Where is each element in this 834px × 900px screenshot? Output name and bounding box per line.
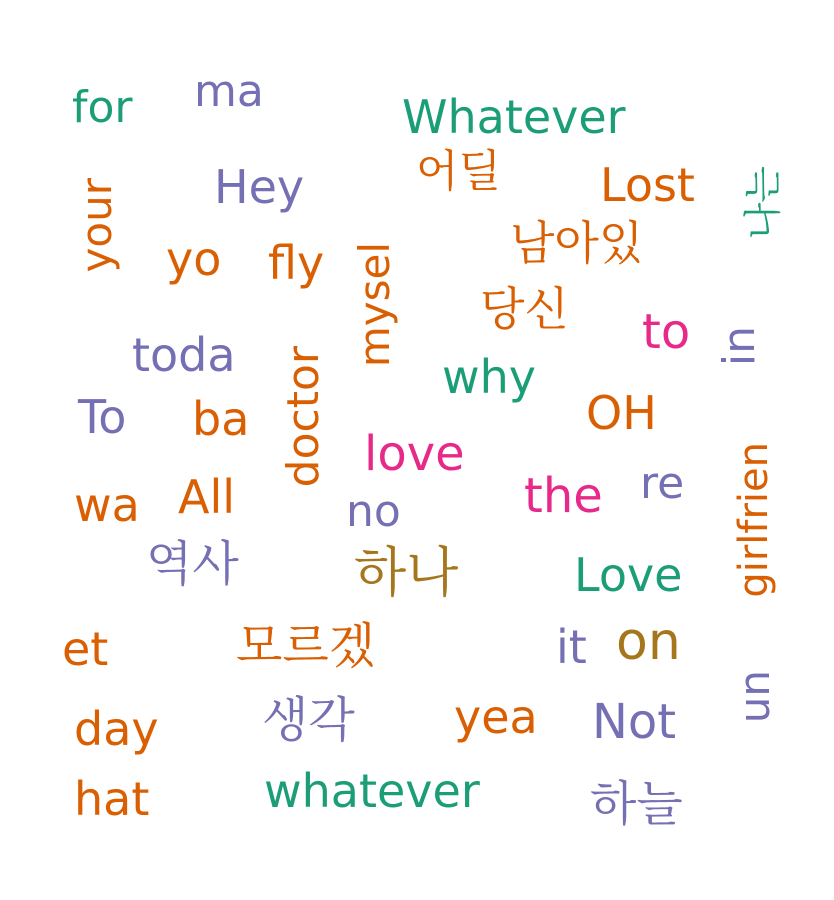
word-why: why bbox=[442, 350, 536, 404]
word-doctor: doctor bbox=[278, 346, 329, 488]
word-toda: toda bbox=[132, 328, 236, 382]
word-ma: ma bbox=[194, 66, 264, 117]
word-oh: OH bbox=[586, 386, 657, 440]
word-saenggak: 생각 bbox=[262, 692, 355, 748]
word-hat: hat bbox=[74, 772, 150, 826]
word-whatever-capital: Whatever bbox=[402, 90, 626, 144]
word-namaiss: 남아있 bbox=[510, 216, 644, 270]
word-not: Not bbox=[592, 694, 677, 750]
word-hey: Hey bbox=[214, 160, 305, 214]
word-re: re bbox=[640, 458, 685, 509]
word-yo: yo bbox=[166, 232, 222, 286]
word-to: to bbox=[642, 304, 691, 360]
word-yeoksa: 역사 bbox=[146, 536, 239, 592]
word-love-capital: Love bbox=[574, 548, 683, 602]
word-on: on bbox=[616, 612, 681, 672]
word-wa: wa bbox=[74, 478, 140, 532]
word-et: et bbox=[62, 622, 109, 676]
word-no: no bbox=[346, 486, 401, 537]
word-cloud-plot-area bbox=[62, 56, 785, 856]
word-yea: yea bbox=[454, 690, 538, 744]
word-eodil: 어딜 bbox=[416, 146, 502, 197]
word-all: All bbox=[178, 470, 236, 524]
word-haneul: 하늘 bbox=[590, 776, 683, 832]
word-lost: Lost bbox=[600, 158, 695, 212]
word-girlfrien: girlfrien bbox=[731, 442, 777, 598]
word-it: it bbox=[556, 620, 587, 674]
word-right-edge-teal: 나는 bbox=[741, 166, 785, 240]
word-day: day bbox=[74, 702, 159, 756]
word-the: the bbox=[524, 468, 603, 524]
word-to-capital: To bbox=[78, 390, 127, 444]
word-moreugess: 모르겠 bbox=[236, 618, 376, 674]
word-mysel: mysel bbox=[350, 242, 399, 368]
word-for: for bbox=[72, 82, 133, 133]
word-your: your bbox=[72, 178, 121, 273]
word-whatever-lower: whatever bbox=[264, 764, 480, 818]
word-ba: ba bbox=[192, 392, 250, 446]
word-dangsin: 당신 bbox=[480, 282, 569, 336]
word-un: un bbox=[730, 670, 779, 724]
word-fly: fly bbox=[268, 236, 325, 290]
word-in: in bbox=[714, 326, 765, 367]
word-love: love bbox=[364, 426, 465, 482]
word-hana: 하나 bbox=[354, 541, 459, 604]
